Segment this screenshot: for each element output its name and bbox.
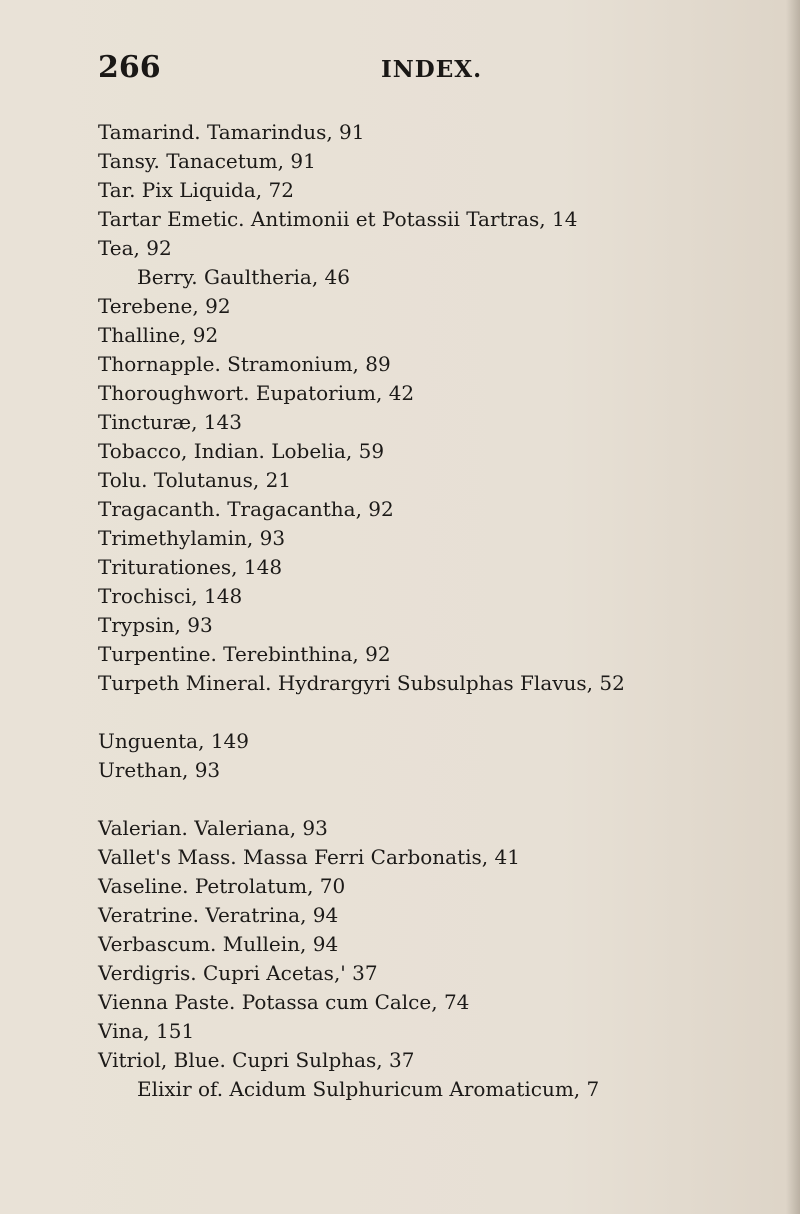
index-entry: Veratrine. Veratrina, 94 [98,903,339,927]
index-entry: Vitriol, Blue. Cupri Sulphas, 37 [98,1048,415,1072]
index-entry: Thornapple. Stramonium, 89 [98,352,391,376]
index-entries [98,118,798,1104]
index-entry: Valerian. Valeriana, 93 [98,816,328,840]
index-entry: Tar. Pix Liquida, 72 [98,178,294,202]
page-header [98,50,498,90]
index-entry: Vina, 151 [98,1019,195,1043]
index-entry: Trimethylamin, 93 [98,526,286,550]
index-entry: Thalline, 92 [98,323,219,347]
running-head: INDEX. [381,56,483,83]
index-entry: Trochisci, 148 [98,584,243,608]
index-entry: Verdigris. Cupri Acetas,' 37 [98,961,378,985]
index-entry: Turpeth Mineral. Hydrargyri Subsulphas Flavus, 52 [98,671,625,695]
index-entry: Terebene, 92 [98,294,231,318]
index-entry: Tartar Emetic. Antimonii et Potassii Tartras, 14 [98,207,578,231]
index-entry: Tragacanth. Tragacantha, 92 [98,497,394,521]
index-entry: Turpentine. Terebinthina, 92 [98,642,391,666]
index-entry: Tolu. Tolutanus, 21 [98,468,292,492]
index-entry: Vallet's Mass. Massa Ferri Carbonatis, 41 [98,845,520,869]
index-entry: Tamarind. Tamarindus, 91 [98,120,365,144]
index-entry: Tobacco, Indian. Lobelia, 59 [98,439,385,463]
index-entry: Triturationes, 148 [98,555,283,579]
index-entry: Vaseline. Petrolatum, 70 [98,874,346,898]
index-entry: Urethan, 93 [98,758,221,782]
page-number: 266 [98,50,161,85]
index-entry: Thoroughwort. Eupatorium, 42 [98,381,415,405]
index-entry: Tansy. Tanacetum, 91 [98,149,316,173]
index-entry: Vienna Paste. Potassa cum Calce, 74 [98,990,470,1014]
index-subentry: Elixir of. Acidum Sulphuricum Aromaticum, 7 [137,1077,600,1101]
index-entry: Verbascum. Mullein, 94 [98,932,339,956]
index-entry: Unguenta, 149 [98,729,249,753]
index-entry: Tincturæ, 143 [98,410,242,434]
index-entry: Tea, 92 [98,236,172,260]
index-entry: Trypsin, 93 [98,613,213,637]
index-subentry: Berry. Gaultheria, 46 [137,265,350,289]
